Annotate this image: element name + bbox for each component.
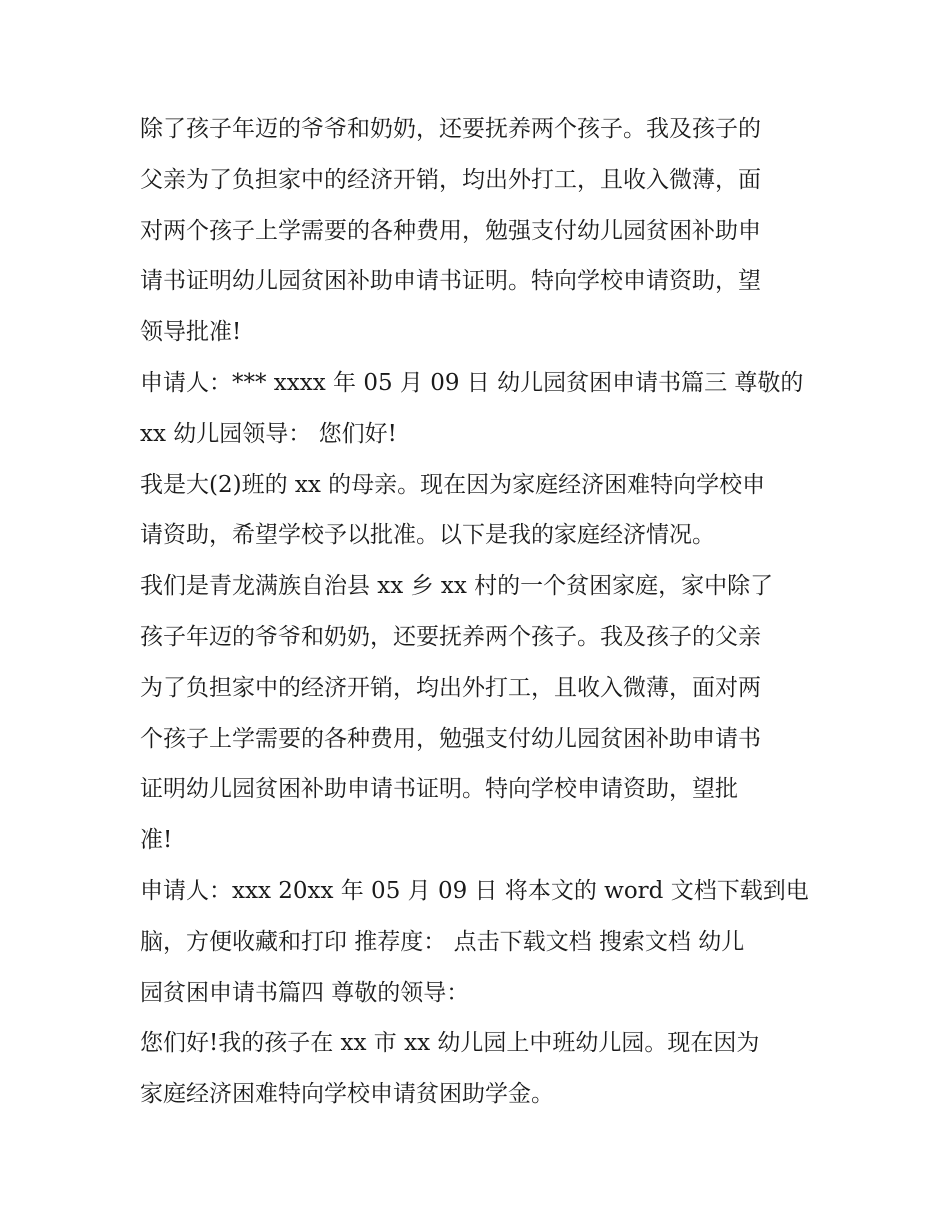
paragraph-4 <box>140 561 820 866</box>
text-line: 家庭经济困难特向学校申请贫困助学金。 <box>140 1081 554 1108</box>
text-line: 为了负担家中的经济开销，均出外打工，且收入微薄，面对两 <box>140 674 761 701</box>
paragraph-3 <box>140 460 820 562</box>
text-line: 您们好!我的孩子在 xx 市 xx 幼儿园上中班幼儿园。现在因为 <box>140 1030 760 1057</box>
text-line: 申请人：*** xxxx 年 05 月 09 日 幼儿园贫困申请书篇三 尊敬的 <box>140 369 804 396</box>
text-line: 孩子年迈的爷爷和奶奶，还要抚养两个孩子。我及孩子的父亲 <box>140 623 761 650</box>
text-line: 申请人：xxx 20xx 年 05 月 09 日 将本文的 word 文档下载到电 <box>140 877 809 904</box>
text-line: 园贫困申请书篇四 尊敬的领导： <box>140 979 470 1006</box>
text-line: 领导批准! <box>140 319 242 346</box>
text-line: 父亲为了负担家中的经济开销，均出外打工，且收入微薄，面 <box>140 166 761 193</box>
text-line: 对两个孩子上学需要的各种费用，勉强支付幼儿园贫困补助申 <box>140 217 761 244</box>
paragraph-5 <box>140 866 820 1018</box>
text-line: 脑，方便收藏和打印 推荐度： 点击下载文档 搜索文档 幼儿 <box>140 928 745 955</box>
text-line: 证明幼儿园贫困补助申请书证明。特向学校申请资助，望批 <box>140 776 738 803</box>
text-line: xx 幼儿园领导： 您们好! <box>140 420 397 447</box>
paragraph-1 <box>140 104 820 358</box>
text-line: 准! <box>140 827 173 854</box>
text-line: 请书证明幼儿园贫困补助申请书证明。特向学校申请资助，望 <box>140 268 761 295</box>
text-line: 我是大(2)班的 xx 的母亲。现在因为家庭经济困难特向学校申 <box>140 471 766 498</box>
text-line: 个孩子上学需要的各种费用，勉强支付幼儿园贫困补助申请书 <box>140 725 761 752</box>
text-line: 除了孩子年迈的爷爷和奶奶，还要抚养两个孩子。我及孩子的 <box>140 116 761 142</box>
paragraph-6 <box>140 1018 820 1120</box>
text-line: 我们是青龙满族自治县 xx 乡 xx 村的一个贫困家庭，家中除了 <box>140 573 774 600</box>
document-body <box>140 104 820 1120</box>
text-line: 请资助，希望学校予以批准。以下是我的家庭经济情况。 <box>140 522 715 549</box>
paragraph-2 <box>140 358 820 460</box>
